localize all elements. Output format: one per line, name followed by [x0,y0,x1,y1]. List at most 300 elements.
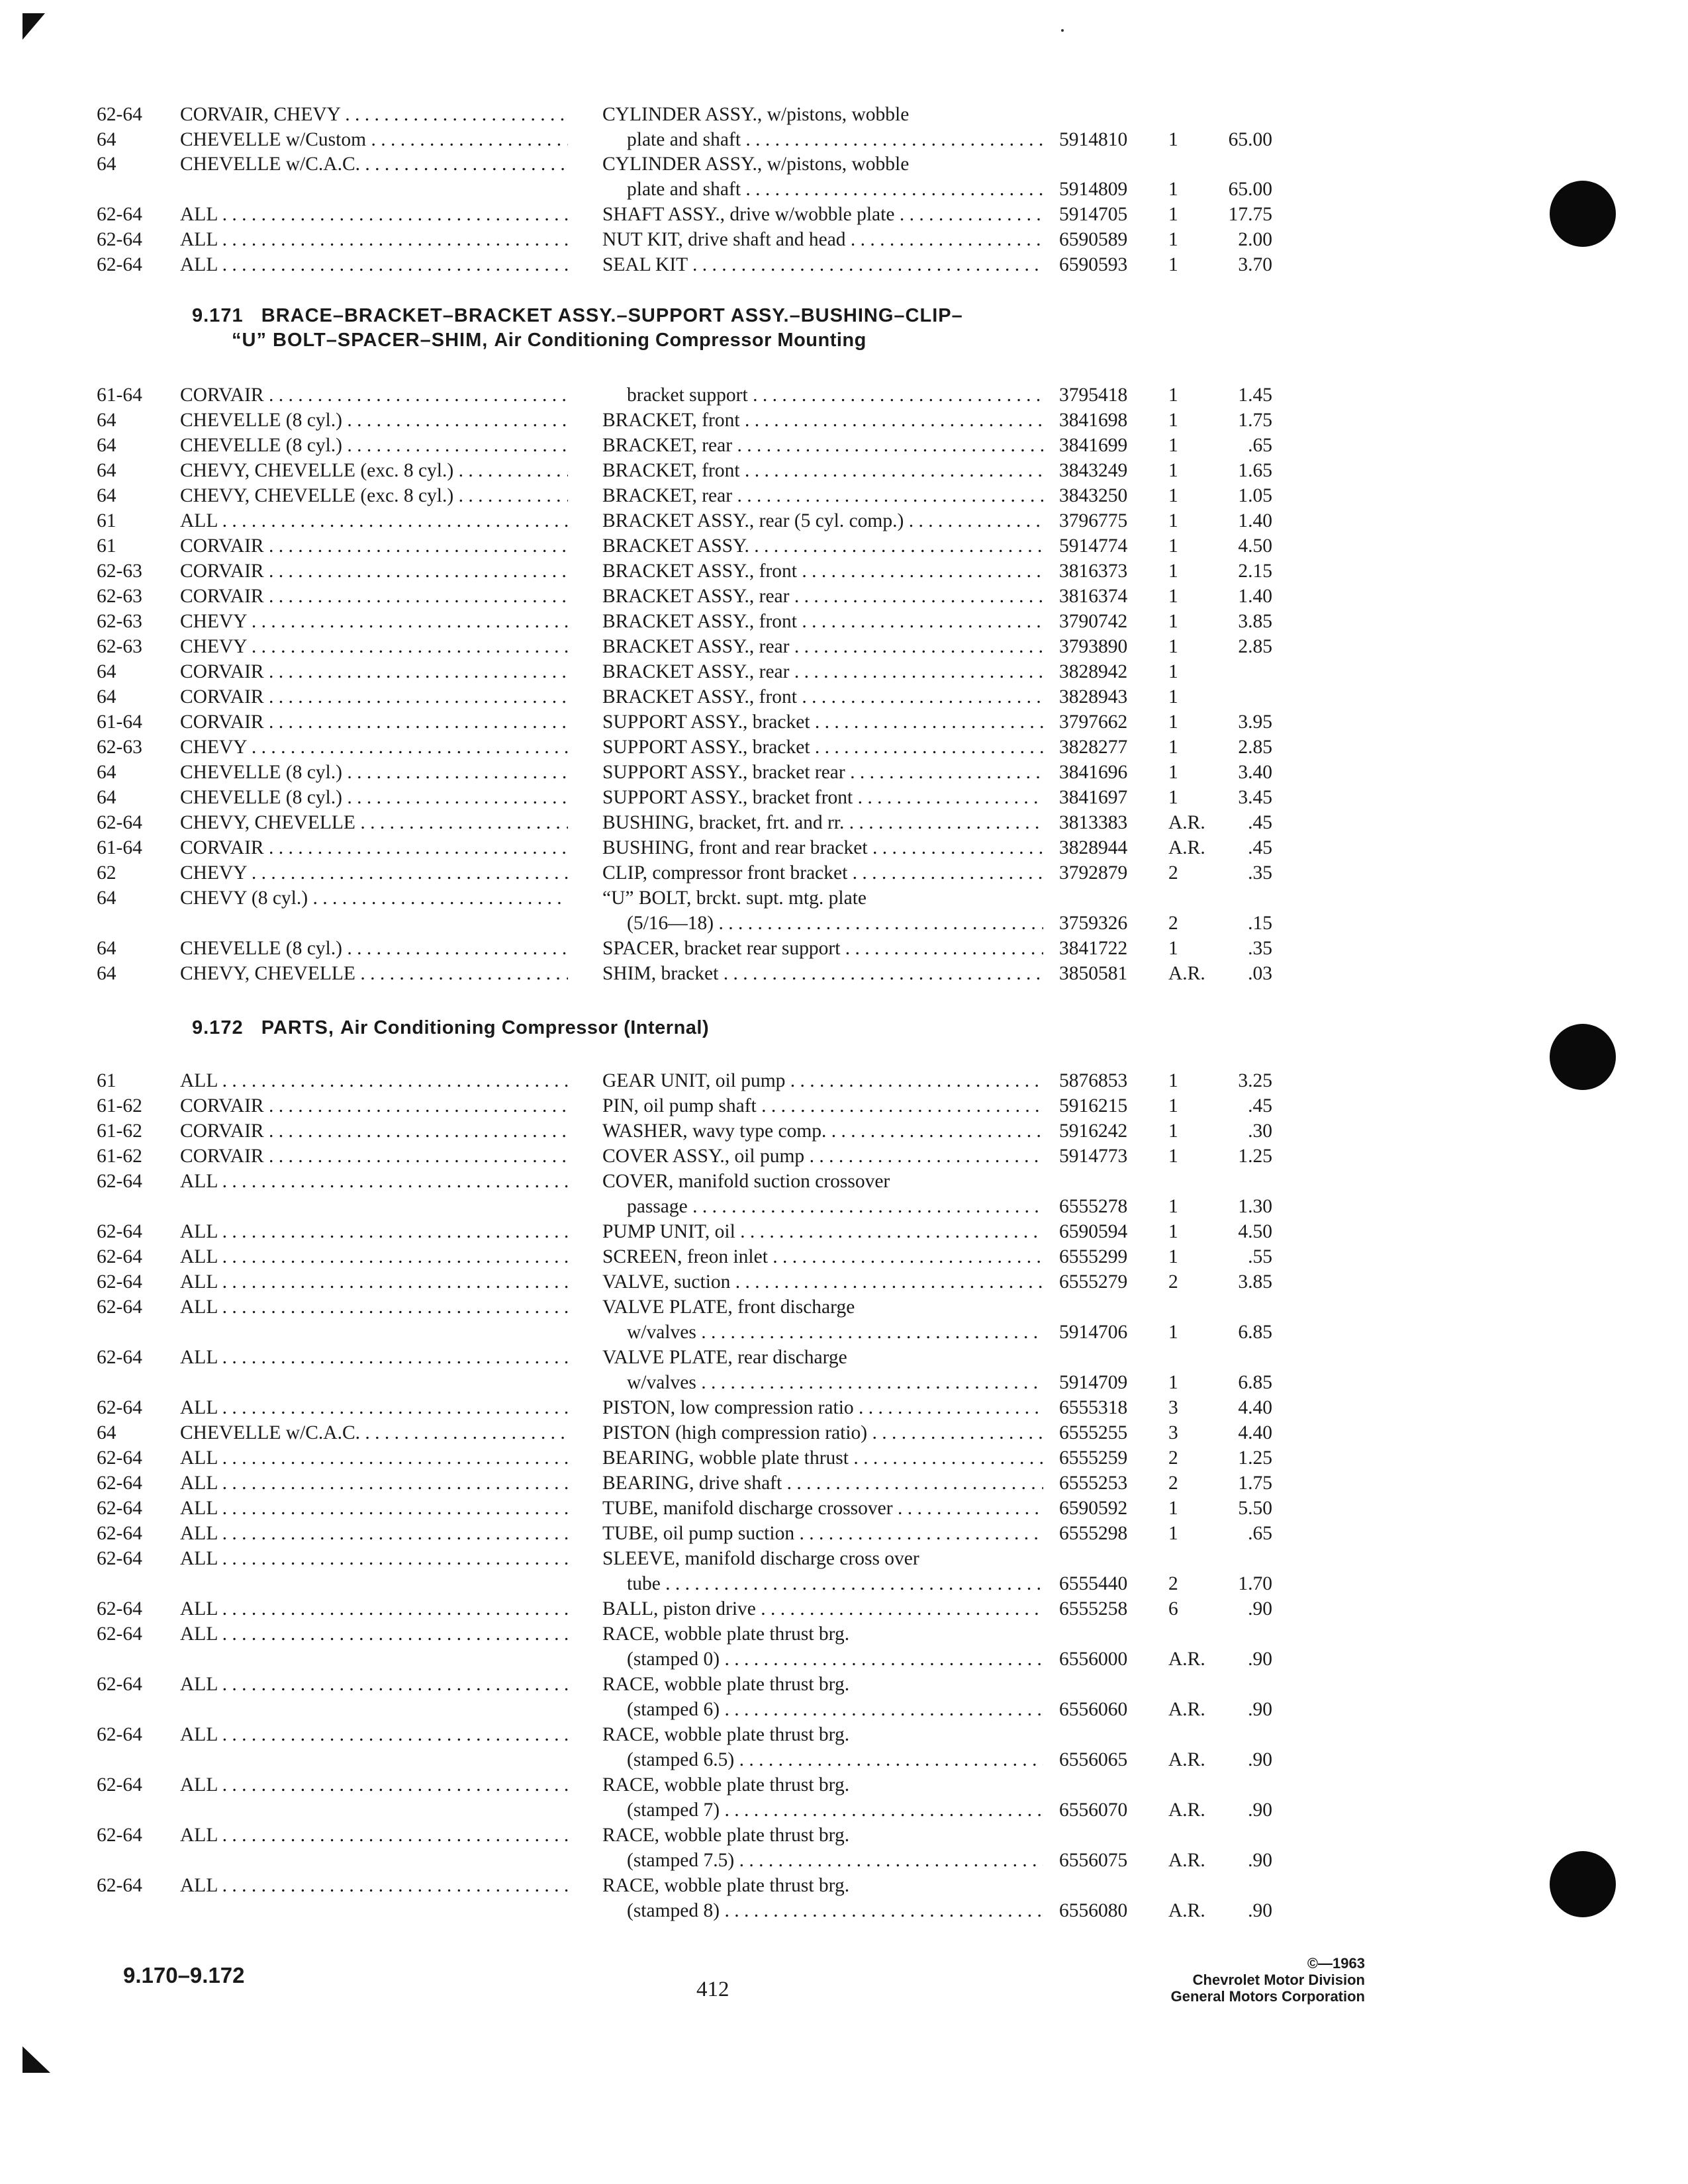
part-number-cell: 6555278 [1059,1196,1128,1217]
table-row [0,152,1688,177]
model-cell: CHEVELLE (8 cyl.) . . . [180,408,568,433]
description-cell: BRACKET ASSY., rear . . . [602,584,1043,609]
table-row [0,1093,1688,1118]
table-row [0,177,1688,202]
model-cell: ALL . . . [180,1471,568,1496]
year-cell: 61-62 [97,1120,142,1142]
description-cell: “U” BOLT, brckt. supt. mtg. plate [602,887,867,909]
model-cell: ALL . . . [180,1219,568,1244]
price-cell: 1.40 [1238,586,1272,607]
table-row [0,684,1688,709]
year-cell: 62-64 [97,1397,142,1418]
corporation-line: General Motors Corporation [1170,1988,1365,2005]
quantity-cell: 2 [1168,1473,1178,1494]
table-row [0,1898,1688,1923]
table-row [0,458,1688,483]
year-cell: 64 [97,129,117,150]
table-row [0,1244,1688,1269]
quantity-cell: A.R. [1168,1850,1205,1871]
model-cell: ALL . . . [180,1546,568,1571]
table-row [0,609,1688,634]
year-cell: 62-64 [97,1774,142,1796]
table-row [0,1219,1688,1244]
description-cell: plate and shaft . . . [627,177,1043,202]
part-number-cell: 6555440 [1059,1573,1128,1594]
model-cell: ALL . . . [180,1169,568,1194]
price-cell: .90 [1248,1749,1272,1770]
table-row [0,1797,1688,1823]
table-row [0,408,1688,433]
description-cell: PISTON, low compression ratio . . . [602,1395,1043,1420]
quantity-cell: A.R. [1168,837,1205,858]
description-cell: PIN, oil pump shaft . . . [602,1093,1043,1118]
price-cell: 1.05 [1238,485,1272,506]
quantity-cell: 1 [1168,586,1178,607]
description-cell: (stamped 7.5) . . . [627,1848,1043,1873]
description-cell: COVER, manifold suction crossover [602,1171,890,1192]
year-cell: 61-64 [97,385,142,406]
price-cell: 2.85 [1238,737,1272,758]
quantity-cell: 1 [1168,385,1178,406]
quantity-cell: A.R. [1168,1749,1205,1770]
quantity-cell: A.R. [1168,1699,1205,1720]
copyright-line: ©—1963 [1307,1955,1365,1972]
description-cell: PUMP UNIT, oil . . . [602,1219,1043,1244]
year-cell: 62-64 [97,1498,142,1519]
price-cell: .65 [1248,435,1272,456]
part-number-cell: 3816373 [1059,561,1128,582]
part-number-cell: 6556070 [1059,1799,1128,1821]
part-number-cell: 3790742 [1059,611,1128,632]
part-number-cell: 6555258 [1059,1598,1128,1619]
part-number-cell: 3850581 [1059,963,1128,984]
scan-speck [1061,29,1064,32]
description-cell: PISTON (high compression ratio) . . . [602,1420,1043,1445]
part-number-cell: 3841699 [1059,435,1128,456]
table-row [0,508,1688,533]
price-cell: .55 [1248,1246,1272,1267]
description-cell: SCREEN, freon inlet . . . [602,1244,1043,1269]
year-cell: 62-64 [97,1623,142,1645]
table-row [0,911,1688,936]
price-cell: .45 [1248,1095,1272,1116]
table-row [0,709,1688,735]
model-cell: ALL . . . [180,1722,568,1747]
part-number-cell: 5914709 [1059,1372,1128,1393]
table-row [0,1395,1688,1420]
year-cell: 64 [97,1422,117,1443]
model-cell: ALL . . . [180,252,568,277]
part-number-cell: 6556000 [1059,1649,1128,1670]
year-cell: 64 [97,661,117,682]
table-row [0,102,1688,127]
year-cell: 62-64 [97,254,142,275]
table-row [0,1471,1688,1496]
year-cell: 61-64 [97,837,142,858]
model-cell: CORVAIR . . . [180,383,568,408]
quantity-cell: A.R. [1168,1649,1205,1670]
description-cell: (stamped 8) . . . [627,1898,1043,1923]
table-row [0,1445,1688,1471]
quantity-cell: A.R. [1168,1900,1205,1921]
table-row [0,659,1688,684]
year-cell: 62-64 [97,1221,142,1242]
model-cell: ALL . . . [180,1621,568,1647]
model-cell: ALL . . . [180,1521,568,1546]
table-row [0,936,1688,961]
year-cell: 62-64 [97,812,142,833]
footer-section-range: 9.170–9.172 [123,1963,245,1987]
table-row [0,886,1688,911]
quantity-cell: 1 [1168,1221,1178,1242]
part-number-cell: 3843249 [1059,460,1128,481]
description-cell: COVER ASSY., oil pump . . . [602,1144,1043,1169]
quantity-cell: A.R. [1168,812,1205,833]
year-cell: 62-64 [97,1548,142,1569]
year-cell: 62-64 [97,1724,142,1745]
part-number-cell: 3843250 [1059,485,1128,506]
description-cell: BRACKET, rear . . . [602,483,1043,508]
quantity-cell: 1 [1168,510,1178,531]
quantity-cell: 1 [1168,1523,1178,1544]
section-heading-9-171-line2 [232,328,867,353]
part-number-cell: 6590589 [1059,229,1128,250]
part-number-cell: 3796775 [1059,510,1128,531]
price-cell: 4.40 [1238,1422,1272,1443]
description-cell: SEAL KIT . . . [602,252,1043,277]
year-cell: 64 [97,410,117,431]
quantity-cell: 1 [1168,1120,1178,1142]
description-cell: BUSHING, bracket, frt. and rr. . . . [602,810,1043,835]
model-cell: CORVAIR . . . [180,1144,568,1169]
description-cell: RACE, wobble plate thrust brg. [602,1774,850,1796]
quantity-cell: 1 [1168,762,1178,783]
price-cell: 1.25 [1238,1447,1272,1469]
quantity-cell: 1 [1168,611,1178,632]
table-row [0,1169,1688,1194]
part-number-cell: 5916242 [1059,1120,1128,1142]
part-number-cell: 5914810 [1059,129,1128,150]
model-cell: CORVAIR, CHEVY . . . [180,102,568,127]
year-cell: 62-64 [97,1447,142,1469]
part-number-cell: 3759326 [1059,913,1128,934]
description-cell: SUPPORT ASSY., bracket rear . . . [602,760,1043,785]
year-cell: 62-64 [97,1246,142,1267]
model-cell: ALL . . . [180,1244,568,1269]
section-heading-9-172 [192,1015,709,1040]
price-cell: .15 [1248,913,1272,934]
description-cell: (stamped 0) . . . [627,1647,1043,1672]
model-cell: CHEVELLE w/C.A.C. . . . [180,152,568,177]
quantity-cell: 6 [1168,1598,1178,1619]
table-row [0,1118,1688,1144]
quantity-cell: 1 [1168,636,1178,657]
table-row [0,1823,1688,1848]
table-row [0,961,1688,986]
year-cell: 64 [97,154,117,175]
part-number-cell: 6556060 [1059,1699,1128,1720]
price-cell: 1.45 [1238,385,1272,406]
part-number-cell: 5914705 [1059,204,1128,225]
year-cell: 62-64 [97,1347,142,1368]
table-row [0,1697,1688,1722]
model-cell: CHEVELLE w/C.A.C. . . . [180,1420,568,1445]
description-cell: BRACKET, rear . . . [602,433,1043,458]
description-cell: CLIP, compressor front bracket . . . [602,860,1043,886]
price-cell: 3.95 [1238,711,1272,733]
price-cell: .90 [1248,1900,1272,1921]
part-number-cell: 3813383 [1059,812,1128,833]
description-cell: BRACKET ASSY., rear . . . [602,659,1043,684]
part-number-cell: 6555299 [1059,1246,1128,1267]
year-cell: 64 [97,435,117,456]
part-number-cell: 5914706 [1059,1322,1128,1343]
part-number-cell: 6556075 [1059,1850,1128,1871]
model-cell: CHEVY . . . [180,609,568,634]
quantity-cell: 1 [1168,485,1178,506]
part-number-cell: 3816374 [1059,586,1128,607]
table-row [0,785,1688,810]
part-number-cell: 3841698 [1059,410,1128,431]
quantity-cell: 2 [1168,1447,1178,1469]
year-cell: 62-64 [97,1598,142,1619]
quantity-cell: 2 [1168,1573,1178,1594]
price-cell: 2.85 [1238,636,1272,657]
description-cell: RACE, wobble plate thrust brg. [602,1825,850,1846]
price-cell: 1.75 [1238,1473,1272,1494]
year-cell: 61 [97,1070,117,1091]
quantity-cell: 1 [1168,179,1178,200]
model-cell: CORVAIR . . . [180,559,568,584]
description-cell: SLEEVE, manifold discharge cross over [602,1548,919,1569]
description-cell: BUSHING, front and rear bracket . . . [602,835,1043,860]
price-cell: .90 [1248,1850,1272,1871]
model-cell: ALL . . . [180,1772,568,1797]
part-number-cell: 3792879 [1059,862,1128,884]
year-cell: 62-63 [97,636,142,657]
price-cell: .90 [1248,1699,1272,1720]
table-row [0,1496,1688,1521]
quantity-cell: 1 [1168,204,1178,225]
year-cell: 64 [97,887,117,909]
description-cell: SUPPORT ASSY., bracket front . . . [602,785,1043,810]
year-cell: 61-64 [97,711,142,733]
division-line: Chevrolet Motor Division [1192,1972,1365,1988]
page-number: 412 [696,1978,729,2001]
description-cell: RACE, wobble plate thrust brg. [602,1623,850,1645]
quantity-cell: 1 [1168,535,1178,557]
part-number-cell: 6555298 [1059,1523,1128,1544]
quantity-cell: 1 [1168,787,1178,808]
model-cell: CHEVY . . . [180,860,568,886]
corner-crop-mark [23,2046,50,2073]
section-subtitle: Air Conditioning Compressor (Internal) [340,1017,710,1038]
table-row [0,127,1688,152]
model-cell: CHEVY, CHEVELLE (exc. 8 cyl.) . . . [180,458,568,483]
year-cell: 62-64 [97,1523,142,1544]
year-cell: 62-64 [97,104,142,125]
part-number-cell: 6556080 [1059,1900,1128,1921]
quantity-cell: 1 [1168,1146,1178,1167]
price-cell: .90 [1248,1799,1272,1821]
price-cell: 4.40 [1238,1397,1272,1418]
quantity-cell: 1 [1168,661,1178,682]
table-row [0,1848,1688,1873]
price-cell: 1.40 [1238,510,1272,531]
part-number-cell: 3828942 [1059,661,1128,682]
description-cell: BALL, piston drive . . . [602,1596,1043,1621]
description-cell: SHAFT ASSY., drive w/wobble plate . . . [602,202,1043,227]
model-cell: CHEVY, CHEVELLE . . . [180,961,568,986]
model-cell: CORVAIR . . . [180,584,568,609]
quantity-cell: A.R. [1168,1799,1205,1821]
price-cell: 4.50 [1238,1221,1272,1242]
description-cell: tube . . . [627,1571,1043,1596]
quantity-cell: 1 [1168,737,1178,758]
part-number-cell: 3841696 [1059,762,1128,783]
year-cell: 62-64 [97,1875,142,1896]
price-cell: 1.65 [1238,460,1272,481]
model-cell: CORVAIR . . . [180,835,568,860]
table-row [0,1672,1688,1697]
year-cell: 64 [97,787,117,808]
part-number-cell: 3841697 [1059,787,1128,808]
description-cell: BRACKET, front . . . [602,458,1043,483]
model-cell: ALL . . . [180,508,568,533]
section-title-line: PARTS, [261,1017,334,1038]
model-cell: CORVAIR . . . [180,1093,568,1118]
quantity-cell: 1 [1168,1196,1178,1217]
quantity-cell: 1 [1168,1372,1178,1393]
description-cell: RACE, wobble plate thrust brg. [602,1724,850,1745]
description-cell: SUPPORT ASSY., bracket . . . [602,735,1043,760]
description-cell: CYLINDER ASSY., w/pistons, wobble [602,154,910,175]
description-cell: passage . . . [627,1194,1043,1219]
description-cell: RACE, wobble plate thrust brg. [602,1875,850,1896]
part-number-cell: 6555259 [1059,1447,1128,1469]
table-row [0,383,1688,408]
quantity-cell: 1 [1168,1070,1178,1091]
description-cell: BRACKET ASSY., front . . . [602,559,1043,584]
price-cell: 6.85 [1238,1372,1272,1393]
price-cell: 4.50 [1238,535,1272,557]
description-cell: BRACKET ASSY., front . . . [602,609,1043,634]
quantity-cell: 1 [1168,410,1178,431]
price-cell: 65.00 [1228,129,1272,150]
table-row [0,1571,1688,1596]
description-cell: BEARING, drive shaft . . . [602,1471,1043,1496]
price-cell: .30 [1248,1120,1272,1142]
footer-copyright-block [1086,1955,1365,2005]
year-cell: 64 [97,963,117,984]
price-cell: 3.45 [1238,787,1272,808]
quantity-cell: 1 [1168,1246,1178,1267]
part-number-cell: 5916215 [1059,1095,1128,1116]
part-number-cell: 5914773 [1059,1146,1128,1167]
part-number-cell: 6590592 [1059,1498,1128,1519]
table-row [0,202,1688,227]
price-cell: 3.40 [1238,762,1272,783]
model-cell: CHEVELLE (8 cyl.) . . . [180,760,568,785]
description-cell: w/valves . . . [627,1320,1043,1345]
year-cell: 62-64 [97,1825,142,1846]
model-cell: CHEVY, CHEVELLE . . . [180,810,568,835]
section-title-line: BRACE–BRACKET–BRACKET ASSY.–SUPPORT ASSY.–BUSHING–CLIP– [261,305,963,326]
quantity-cell: 3 [1168,1397,1178,1418]
price-cell: 2.15 [1238,561,1272,582]
description-cell: plate and shaft . . . [627,127,1043,152]
description-cell: (5/16—18) . . . [627,911,1043,936]
quantity-cell: A.R. [1168,963,1205,984]
model-cell: CHEVELLE (8 cyl.) . . . [180,785,568,810]
model-cell: ALL . . . [180,1496,568,1521]
model-cell: CHEVY, CHEVELLE (exc. 8 cyl.) . . . [180,483,568,508]
price-cell: 3.25 [1238,1070,1272,1091]
description-cell: TUBE, oil pump suction . . . [602,1521,1043,1546]
table-row [0,634,1688,659]
description-cell: BRACKET ASSY., front . . . [602,684,1043,709]
model-cell: ALL . . . [180,1672,568,1697]
description-cell: bracket support . . . [627,383,1043,408]
quantity-cell: 1 [1168,229,1178,250]
model-cell: ALL . . . [180,1269,568,1295]
description-cell: (stamped 6) . . . [627,1697,1043,1722]
description-cell: NUT KIT, drive shaft and head . . . [602,227,1043,252]
description-cell: SUPPORT ASSY., bracket . . . [602,709,1043,735]
quantity-cell: 1 [1168,435,1178,456]
description-cell: VALVE PLATE, front discharge [602,1297,855,1318]
quantity-cell: 1 [1168,254,1178,275]
year-cell: 61 [97,510,117,531]
year-cell: 62-64 [97,229,142,250]
table-row [0,584,1688,609]
description-cell: VALVE, suction . . . [602,1269,1043,1295]
table-row [0,1144,1688,1169]
price-cell: 1.70 [1238,1573,1272,1594]
table-row [0,1521,1688,1546]
section-subtitle: Air Conditioning Compressor Mounting [494,330,867,351]
description-cell: VALVE PLATE, rear discharge [602,1347,847,1368]
table-row [0,1546,1688,1571]
table-row [0,252,1688,277]
table-row [0,1370,1688,1395]
price-cell: 1.30 [1238,1196,1272,1217]
description-cell: GEAR UNIT, oil pump . . . [602,1068,1043,1093]
table-row [0,533,1688,559]
table-row [0,1873,1688,1898]
table-row [0,810,1688,835]
model-cell: CORVAIR . . . [180,684,568,709]
model-cell: ALL . . . [180,1068,568,1093]
table-row [0,860,1688,886]
table-row [0,1320,1688,1345]
table-row [0,1772,1688,1797]
year-cell: 64 [97,938,117,959]
description-cell: BRACKET ASSY., rear (5 cyl. comp.) . . . [602,508,1043,533]
model-cell: CHEVELLE (8 cyl.) . . . [180,433,568,458]
year-cell: 64 [97,485,117,506]
quantity-cell: 1 [1168,711,1178,733]
section-number: 9.171 [192,305,244,326]
table-row [0,1747,1688,1772]
price-cell: 17.75 [1228,204,1272,225]
description-cell: (stamped 6.5) . . . [627,1747,1043,1772]
price-cell: .65 [1248,1523,1272,1544]
description-cell: TUBE, manifold discharge crossover . . . [602,1496,1043,1521]
model-cell: ALL . . . [180,1295,568,1320]
quantity-cell: 3 [1168,1422,1178,1443]
year-cell: 61 [97,535,117,557]
